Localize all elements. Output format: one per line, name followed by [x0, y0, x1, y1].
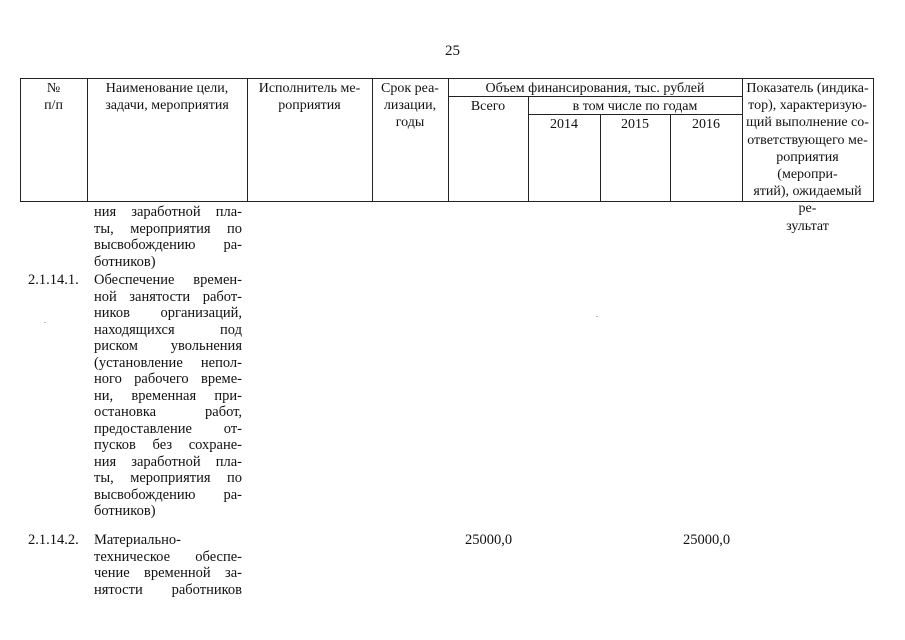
header-year-2014: 2014 [550, 117, 578, 132]
page-number: 25 [445, 43, 460, 59]
scan-speck [596, 316, 598, 317]
header-col-number: № п/п [44, 81, 63, 113]
header-col-financing: Объем финансирования, тыс. рублей [485, 81, 705, 96]
row-2016-amount: 25000,0 [683, 532, 731, 548]
header-year-2016: 2016 [692, 117, 720, 132]
header-col-indicator: Показатель (индика- тор), характеризую- щий выполнение со- ответствующего ме- роприятия (меропри- ятий), ожидаемый ре- зультат [746, 81, 869, 234]
row-description: Материально- техническое обеспе- чение временной за- нятости работников [94, 532, 242, 598]
header-col-total: Всего [470, 99, 506, 114]
scan-speck [44, 322, 46, 323]
header-col-by-years: в том числе по годам [572, 99, 698, 114]
row-number: 2.1.14.2. [28, 532, 79, 548]
header-col-term: Срок реа- лизации, годы [381, 81, 439, 130]
row-description: Обеспечение времен- ной занятости работ- ников организаций, находящихся под риском увольнения (установление непол- ного рабочего време- ни, временная при- остановка работ, предоставление от- пусков без сохране- ния заработной пла- ты, мероприятия по высвобождению ра- ботников) [94, 272, 242, 519]
row-continuation-description: ния заработной пла- ты, мероприятия по высвобождению ра- ботников) [94, 204, 242, 270]
row-total-amount: 25000,0 [465, 532, 513, 548]
header-col-name: Наименование цели, задачи, мероприятия [105, 81, 229, 113]
header-year-2015: 2015 [621, 117, 649, 132]
row-number: 2.1.14.1. [28, 272, 79, 288]
header-col-executor: Исполнитель ме- роприятия [258, 81, 361, 113]
